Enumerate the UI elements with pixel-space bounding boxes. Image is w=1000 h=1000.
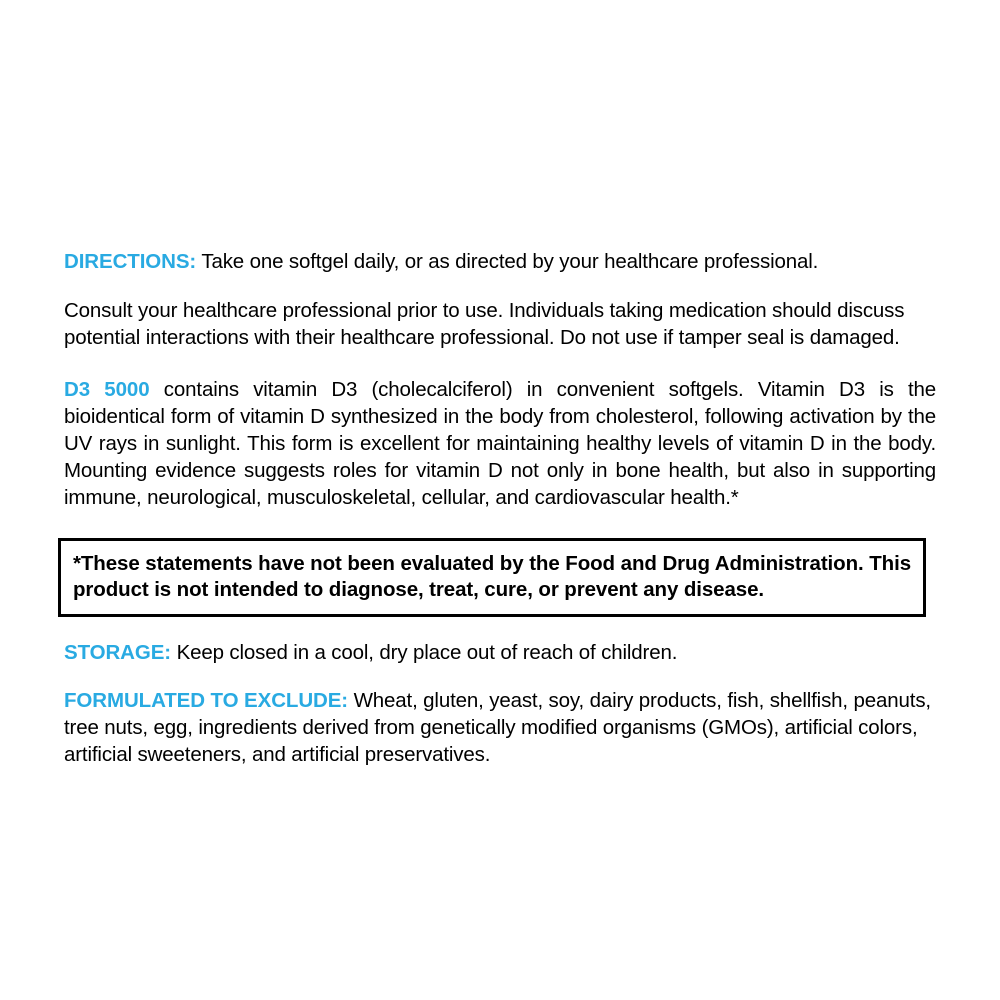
formulated-to-exclude-heading: FORMULATED TO EXCLUDE: xyxy=(64,689,349,712)
formulated-to-exclude-section xyxy=(64,687,936,768)
label-content-column xyxy=(64,248,936,768)
storage-heading: STORAGE: xyxy=(64,641,172,664)
product-description-section xyxy=(64,376,936,511)
formulated-to-exclude-body: Wheat, gluten, yeast, soy, dairy products, fish, shellfish, peanuts, tree nuts, egg, ingredients derived from genetically modified organisms (GMOs), artificial colors, artificial sweeteners, and artificial preservatives. xyxy=(64,689,931,766)
product-name-highlight: D3 5000 xyxy=(64,378,150,401)
directions-section xyxy=(64,248,936,275)
consult-paragraph: Consult your healthcare professional prior to use. Individuals taking medication should discuss potential interactions with their healthcare professional. Do not use if tamper seal is damaged. xyxy=(64,299,905,349)
product-description-body: contains vitamin D3 (cholecalciferol) in convenient softgels. Vitamin D3 is the bioidentical form of vitamin D synthesized in the body from cholesterol, following activation by the UV rays in sunlight. This form is excellent for maintaining healthy levels of vitamin D in the body. Mounting evidence suggests roles for vitamin D not only in bone health, but also in supporting immune, neurological, musculoskeletal, cellular, and cardiovascular health.* xyxy=(64,378,937,509)
storage-section xyxy=(64,639,936,666)
directions-body-text: Take one softgel daily, or as directed by your healthcare professional. xyxy=(201,250,819,273)
fda-disclaimer-text: *These statements have not been evaluated by the Food and Drug Administration. This product is not intended to diagnose, treat, cure, or prevent any disease. xyxy=(73,552,911,601)
fda-disclaimer-box xyxy=(58,538,926,617)
storage-body: Keep closed in a cool, dry place out of reach of children. xyxy=(176,641,678,664)
product-description-spacer xyxy=(150,378,164,401)
storage-line xyxy=(64,639,936,666)
directions-heading: DIRECTIONS: xyxy=(64,250,197,273)
